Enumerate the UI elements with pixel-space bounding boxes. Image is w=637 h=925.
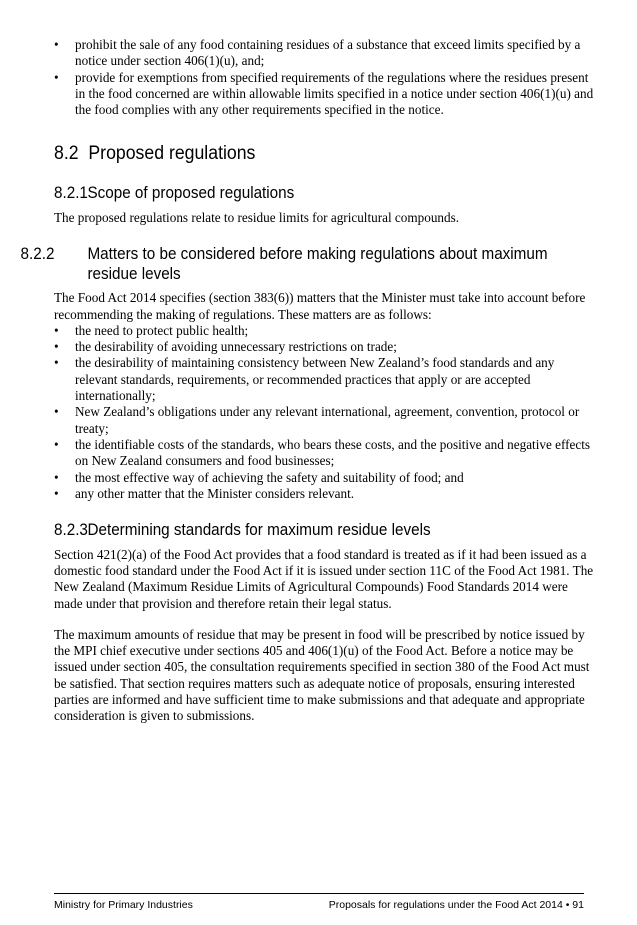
- section-number: 8.2.2: [20, 245, 55, 264]
- list-item-text: the identifiable costs of the standards, who bears these costs, and the positive and negative effects on New Zealand consumers and food businesses;: [75, 436, 591, 469]
- bullet-icon: •: [54, 404, 59, 420]
- list-item: [54, 404, 594, 437]
- list-item: [54, 470, 594, 486]
- section-heading-8-2: [54, 142, 556, 166]
- section-title: Proposed regulations: [88, 143, 256, 165]
- list-item-text: provide for exemptions from specified requirements of the regulations where the residues present in the food concerned are within allowable limits specified in a notice under section 406(1)(u) and the food complies with any other requirements specified in the notice.: [75, 69, 594, 118]
- page-content: [20, 36, 594, 725]
- list-item: [54, 37, 594, 70]
- bullet-icon: •: [54, 339, 59, 355]
- bullet-icon: •: [54, 469, 59, 485]
- list-item-text: any other matter that the Minister considers relevant.: [75, 485, 355, 501]
- section-title: Matters to be considered before making regulations about maximum residue levels: [87, 245, 548, 283]
- list-item-text: the desirability of maintaining consistency between New Zealand’s food standards and any relevant standards, requirements, or recommended practices that apply or are accepted internationally;: [75, 355, 555, 404]
- list-item-text: New Zealand’s obligations under any relevant international, agreement, convention, protocol or treaty;: [75, 404, 580, 436]
- paragraph: The maximum amounts of residue that may be present in food will be prescribed by notice issued by the MPI chief executive under sections 405 and 406(1)(u) of the Food Act. Before a notice may be issued under section 405, the consultation requirements specified in section 380 of the Food Act must be satisfied. That section requires matters such as adequate notice of proposals, ensuring interested parties are informed and have sufficient time to make submissions and that adequate and appropriate consideration is given to submissions.: [54, 626, 590, 724]
- paragraph: The proposed regulations relate to residue limits for agricultural compounds.: [54, 209, 460, 225]
- bullet-icon: •: [54, 436, 59, 452]
- section-title: Scope of proposed regulations: [87, 184, 295, 203]
- paragraph: The Food Act 2014 specifies (section 383(6)) matters that the Minister must take into account before recommending the making of regulations. These matters are as follows:: [54, 290, 586, 322]
- bullet-icon: •: [54, 69, 59, 85]
- footer-divider: [54, 893, 584, 894]
- footer-organization: Ministry for Primary Industries: [54, 899, 193, 911]
- list-item-text: the desirability of avoiding unnecessary restrictions on trade;: [75, 339, 397, 355]
- list-item-text: the need to protect public health;: [75, 322, 249, 338]
- bullet-icon: •: [54, 355, 59, 371]
- list-item-text: the most effective way of achieving the safety and suitability of food; and: [75, 469, 464, 485]
- section-heading-8-2-2: [20, 245, 556, 284]
- section-heading-8-2-1: [54, 184, 556, 204]
- bullet-icon: •: [54, 485, 59, 501]
- list-item: [54, 323, 594, 339]
- list-item: [54, 355, 594, 404]
- paragraph: Section 421(2)(a) of the Food Act provides that a food standard is treated as if it had been issued as a domestic food standard under the Food Act if it is issued under section 11C of the Food Act 1981. The New Zealand (Maximum Residue Limits of Agricultural Compounds) Food Standards 2014 were made under that provision and therefore retain their legal status.: [54, 546, 594, 611]
- section-number: 8.2.1: [54, 184, 88, 203]
- bullet-icon: •: [54, 322, 59, 338]
- section-heading-8-2-3: [54, 521, 556, 541]
- bullet-icon: •: [54, 37, 59, 52]
- section-number: 8.2: [54, 143, 79, 165]
- footer-page-info: Proposals for regulations under the Food Act 2014 • 91: [328, 899, 584, 911]
- matters-bullet-list: [54, 323, 594, 502]
- list-item-text: prohibit the sale of any food containing residues of a substance that exceed limits specified by a notice under section 406(1)(u), and;: [75, 37, 581, 69]
- list-item: [54, 70, 594, 119]
- list-item: [54, 486, 594, 502]
- section-number: 8.2.3: [54, 521, 88, 540]
- list-item: [54, 339, 594, 355]
- section-title: Determining standards for maximum residue levels: [87, 521, 431, 540]
- intro-bullet-list: [54, 37, 594, 118]
- list-item: [54, 437, 594, 470]
